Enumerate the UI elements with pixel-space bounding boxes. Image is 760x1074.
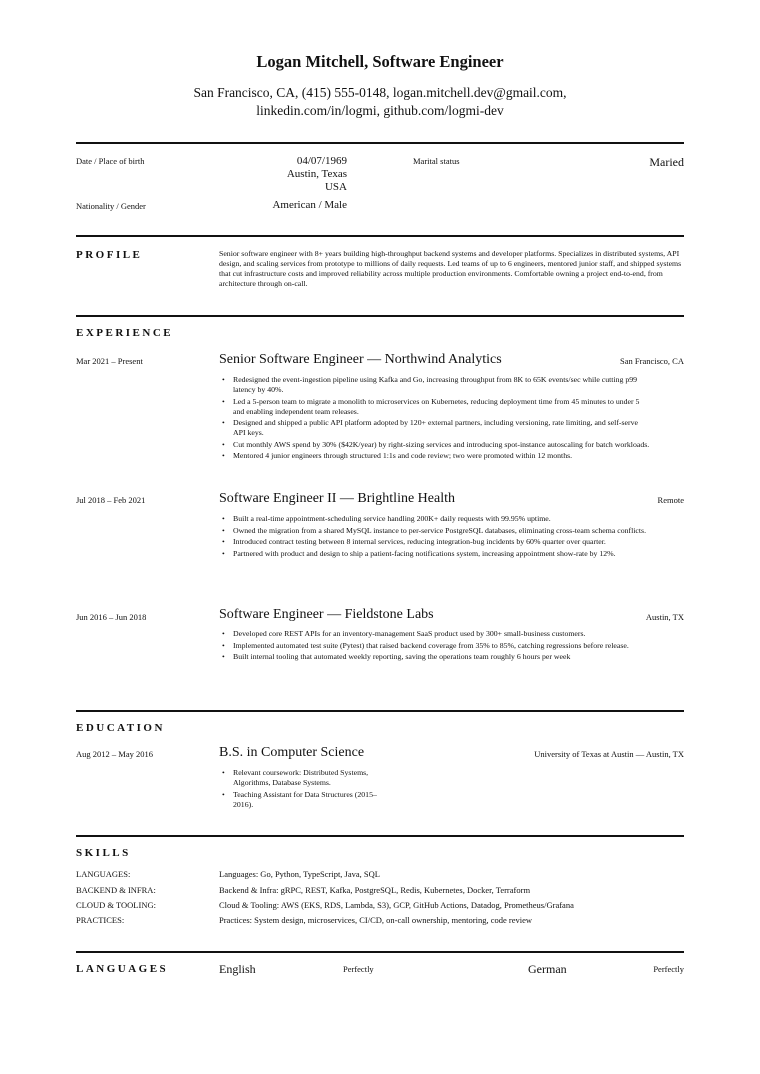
- divider: [76, 142, 684, 144]
- list-item: • Built internal tooling that automated weekly reporting, saving the operations team roughly 6 hours per week: [222, 652, 571, 661]
- skill-label: PRACTICES:: [76, 915, 125, 925]
- job-dates: Mar 2021 – Present: [76, 356, 143, 366]
- section-title-experience: EXPERIENCE: [76, 327, 174, 339]
- divider: [76, 710, 684, 712]
- divider: [76, 951, 684, 953]
- dob-country: USA: [324, 181, 347, 193]
- skill-value: Languages: Go, Python, TypeScript, Java, SQL: [219, 869, 380, 879]
- job-dates: Jul 2018 – Feb 2021: [76, 495, 146, 505]
- contact-line-2: linkedin.com/in/logmi, github.com/logmi-dev: [256, 103, 504, 118]
- school-name: University of Texas at Austin — Austin, TX: [534, 749, 684, 759]
- list-item: • Owned the migration from a shared MySQL instance to per-service PostgreSQL databases, eliminating cross-team schema conflicts.: [222, 525, 647, 535]
- language-level: Perfectly: [653, 964, 684, 974]
- education-dates: Aug 2012 – May 2016: [76, 749, 153, 759]
- job-title: Software Engineer — Fieldstone Labs: [219, 607, 434, 622]
- job-bullets: [222, 375, 652, 463]
- candidate-name: Logan Mitchell, Software Engineer: [256, 52, 504, 71]
- dob-city: Austin, Texas: [286, 168, 347, 180]
- job-dates: Jun 2016 – Jun 2018: [76, 612, 147, 622]
- nationality-label: Nationality / Gender: [76, 201, 146, 211]
- job-title: Software Engineer II — Brightline Health: [219, 491, 455, 506]
- profile-summary: Senior software engineer with 8+ years building high-throughput backend systems and developer platforms. Specializes in distributed systems, API design, and scaling services from prototype to millions of daily requests. Led teams of up to 6 engineers, mentored junior staff, and shipped systems that cut infrastructure costs and improved reliability across multiple production environments. Comfortable owning a project end-to-end, from architecture through on-call.: [219, 249, 682, 288]
- skill-label: CLOUD & TOOLING:: [76, 900, 156, 910]
- marital-label: Marital status: [413, 156, 460, 166]
- job-title: Senior Software Engineer — Northwind Analytics: [219, 352, 502, 367]
- job-location: Remote: [657, 495, 684, 505]
- list-item: • Designed and shipped a public API platform adopted by 120+ external partners, including versioning, rate limiting, and self-serve API keys.: [222, 418, 638, 437]
- divider: [76, 835, 684, 837]
- list-item: • Relevant coursework: Distributed Systems, Algorithms, Database Systems.: [222, 768, 369, 787]
- contact-line-1: San Francisco, CA, (415) 555-0148, logan.mitchell.dev@gmail.com,: [193, 85, 567, 100]
- education-bullets: [222, 768, 387, 811]
- job-bullets: [222, 514, 652, 560]
- dob-value: [220, 155, 347, 194]
- divider: [76, 235, 684, 237]
- language-name: English: [219, 962, 256, 976]
- job-bullets: [222, 629, 652, 664]
- section-title-education: EDUCATION: [76, 722, 165, 734]
- list-item: • Partnered with product and design to ship a patient-facing notifications system, increasing appointment show-rate by 12%.: [222, 548, 616, 558]
- list-item: • Introduced contract testing between 8 internal services, reducing integration-bug incidents by 60% quarter over quarter.: [222, 537, 606, 546]
- skill-value: Cloud & Tooling: AWS (EKS, RDS, Lambda, S3), GCP, GitHub Actions, Datadog, Prometheus/Grafana: [219, 900, 574, 910]
- marital-value: Maried: [649, 155, 684, 169]
- divider: [76, 315, 684, 317]
- skill-label: BACKEND & INFRA:: [76, 885, 156, 895]
- dob-label: Date / Place of birth: [76, 156, 145, 166]
- language-name: German: [528, 962, 567, 976]
- skill-label: LANGUAGES:: [76, 869, 131, 879]
- job-location: Austin, TX: [645, 612, 684, 622]
- list-item: • Cut monthly AWS spend by 30% ($42K/year) by right-sizing services and introducing spot-instance autoscaling for batch workloads.: [222, 439, 650, 449]
- section-title-skills: SKILLS: [76, 847, 131, 859]
- skill-value: Backend & Infra: gRPC, REST, Kafka, PostgreSQL, Redis, Kubernetes, Docker, Terraform: [219, 885, 531, 895]
- list-item: • Redesigned the event-ingestion pipeline using Kafka and Go, increasing throughput from 8K to 65K events/sec while cutting p99 latency by 40%.: [222, 375, 638, 394]
- section-title-profile: PROFILE: [76, 249, 143, 261]
- list-item: • Teaching Assistant for Data Structures (2015–2016).: [222, 789, 377, 809]
- section-title-languages: LANGUAGES: [76, 963, 169, 975]
- nationality-value: American / Male: [272, 199, 347, 211]
- degree-title: B.S. in Computer Science: [219, 745, 365, 760]
- job-location: San Francisco, CA: [620, 356, 684, 366]
- contact-info: [0, 84, 760, 120]
- list-item: • Mentored 4 junior engineers through structured 1:1s and code review; two were promoted within 12 months.: [222, 451, 573, 460]
- language-level: Perfectly: [343, 964, 374, 974]
- list-item: • Built a real-time appointment-scheduling service handling 200K+ daily requests with 99.95% uptime.: [222, 514, 551, 523]
- list-item: • Led a 5-person team to migrate a monolith to microservices on Kubernetes, reducing deployment time from 45 minutes to under 5 and enabling independent team releases.: [222, 396, 640, 416]
- skill-value: Practices: System design, microservices, CI/CD, on-call ownership, mentoring, code review: [219, 915, 533, 925]
- dob-date: 04/07/1969: [296, 155, 347, 167]
- list-item: • Developed core REST APIs for an inventory-management SaaS product used by 300+ small-business customers.: [222, 629, 586, 638]
- list-item: • Implemented automated test suite (Pytest) that raised backend coverage from 35% to 85%, catching regressions before release.: [222, 640, 629, 650]
